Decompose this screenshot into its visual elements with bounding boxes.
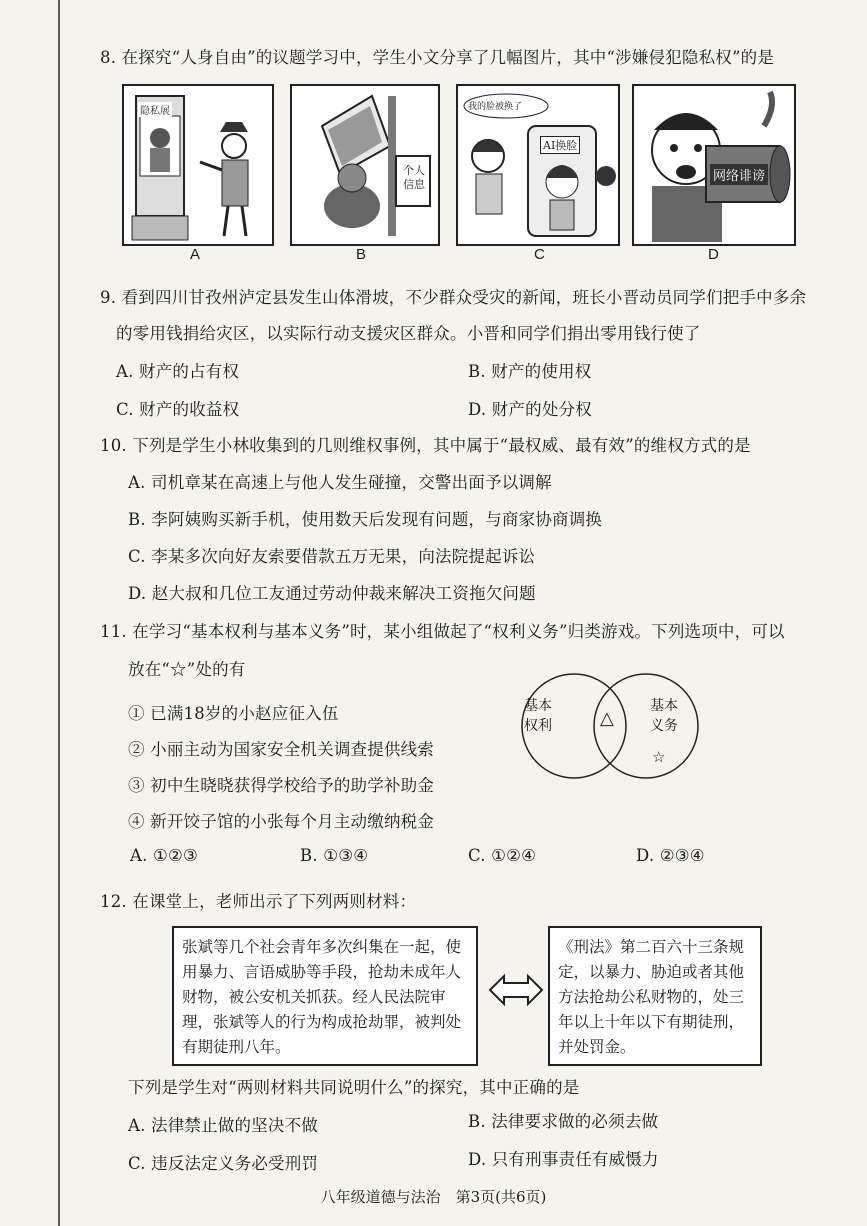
q8-c-caption: AI换脸 — [540, 136, 580, 154]
q8-label-b: B — [356, 246, 367, 263]
q9-option-a[interactable]: A. 财产的占有权 — [116, 362, 240, 381]
q10-option-b[interactable]: B. 李阿姨购买新手机，使用数天后发现有问题，与商家协商调换 — [128, 510, 603, 529]
q12-material-left: 张斌等几个社会青年多次纠集在一起，使用暴力、言语威胁等手段，抢劫未成年人财物，被公安机关抓获。经人民法院审理，张斌等人的行为构成抢劫罪，被判处有期徒刑八年。 — [172, 926, 478, 1066]
q11-option-a[interactable]: A. ①②③ — [130, 846, 198, 865]
q12-option-a[interactable]: A. 法律禁止做的坚决不做 — [128, 1116, 319, 1135]
q8-b-caption: 个人信息 — [403, 164, 425, 191]
q12-option-c[interactable]: C. 违反法定义务必受刑罚 — [128, 1154, 319, 1173]
q12-material-right: 《刑法》第二百六十三条规定，以暴力、胁迫或者其他方法抢劫公私财物的，处三年以上十年以下有期徒刑，并处罚金。 — [548, 926, 762, 1066]
double-arrow-icon — [488, 970, 544, 1014]
q9-option-b[interactable]: B. 财产的使用权 — [468, 362, 592, 381]
q11-stem-2: 放在“☆”处的有 — [128, 660, 246, 679]
venn-right-label: 基本 义务 — [650, 698, 678, 734]
q8-label-c: C — [534, 246, 545, 263]
q9-option-d[interactable]: D. 财产的处分权 — [468, 400, 592, 419]
q12-question: 下列是学生对“两则材料共同说明什么”的探究，其中正确的是 — [128, 1078, 580, 1097]
q9-stem-2: 的零用钱捐给灾区，以实际行动支援灾区群众。小晋和同学们捐出零用钱行使了 — [116, 324, 701, 343]
q8-label-a: A — [190, 246, 201, 263]
q8-picture-a — [122, 84, 274, 246]
q12-stem: 12. 在课堂上，老师出示了下列两则材料： — [100, 892, 417, 911]
venn-left-label: 基本 权利 — [524, 698, 552, 734]
q8-a-caption: 隐私展 — [138, 102, 172, 117]
q9-stem-1: 9. 看到四川甘孜州泸定县发生山体滑坡，不少群众受灾的新闻，班长小晋动员同学们把手中多余 — [100, 288, 807, 307]
q11-option-d[interactable]: D. ②③④ — [636, 846, 705, 865]
q8-picture-b — [290, 84, 440, 246]
q10-option-a[interactable]: A. 司机章某在高速上与他人发生碰撞，交警出面予以调解 — [128, 473, 552, 492]
q11-option-c[interactable]: C. ①②④ — [468, 846, 537, 865]
q11-stem-1: 11. 在学习“基本权利与基本义务”时，某小组做起了“权利义务”归类游戏。下列选项中，可以 — [100, 622, 785, 641]
venn-star-mark: ☆ — [652, 748, 666, 766]
q10-stem: 10. 下列是学生小林收集到的几则维权事例，其中属于“最权威、最有效”的维权方式的是 — [100, 436, 751, 455]
q8-d-caption: 网络诽谤 — [710, 164, 768, 185]
q10-option-d[interactable]: D. 赵大叔和几位工友通过劳动仲裁来解决工资拖欠问题 — [128, 584, 536, 603]
q11-item-1: ① 已满18岁的小赵应征入伍 — [128, 704, 339, 723]
binding-line — [58, 0, 60, 1226]
q11-venn-diagram — [510, 672, 730, 780]
q11-item-2: ② 小丽主动为国家安全机关调查提供线索 — [128, 740, 435, 759]
q11-option-b[interactable]: B. ①③④ — [300, 846, 369, 865]
q8-picture-d — [632, 84, 796, 246]
q8-c-bubble: 我的脸被换了 — [468, 102, 523, 112]
q8-picture-c — [456, 84, 620, 246]
page-footer: 八年级道德与法治 第3页(共6页) — [320, 1188, 547, 1206]
q8-label-d: D — [708, 246, 719, 263]
q11-item-4: ④ 新开饺子馆的小张每个月主动缴纳税金 — [128, 812, 435, 831]
q10-option-c[interactable]: C. 李某多次向好友索要借款五万无果，向法院提起诉讼 — [128, 547, 536, 566]
q8-stem: 8. 在探究“人身自由”的议题学习中，学生小文分享了几幅图片，其中“涉嫌侵犯隐私权”的是 — [100, 48, 775, 67]
q9-option-c[interactable]: C. 财产的收益权 — [116, 400, 240, 419]
venn-triangle-mark: △ — [600, 708, 614, 729]
q11-item-3: ③ 初中生晓晓获得学校给予的助学补助金 — [128, 776, 435, 795]
q12-option-b[interactable]: B. 法律要求做的必须去做 — [468, 1112, 659, 1131]
q12-option-d[interactable]: D. 只有刑事责任有威慑力 — [468, 1150, 659, 1169]
